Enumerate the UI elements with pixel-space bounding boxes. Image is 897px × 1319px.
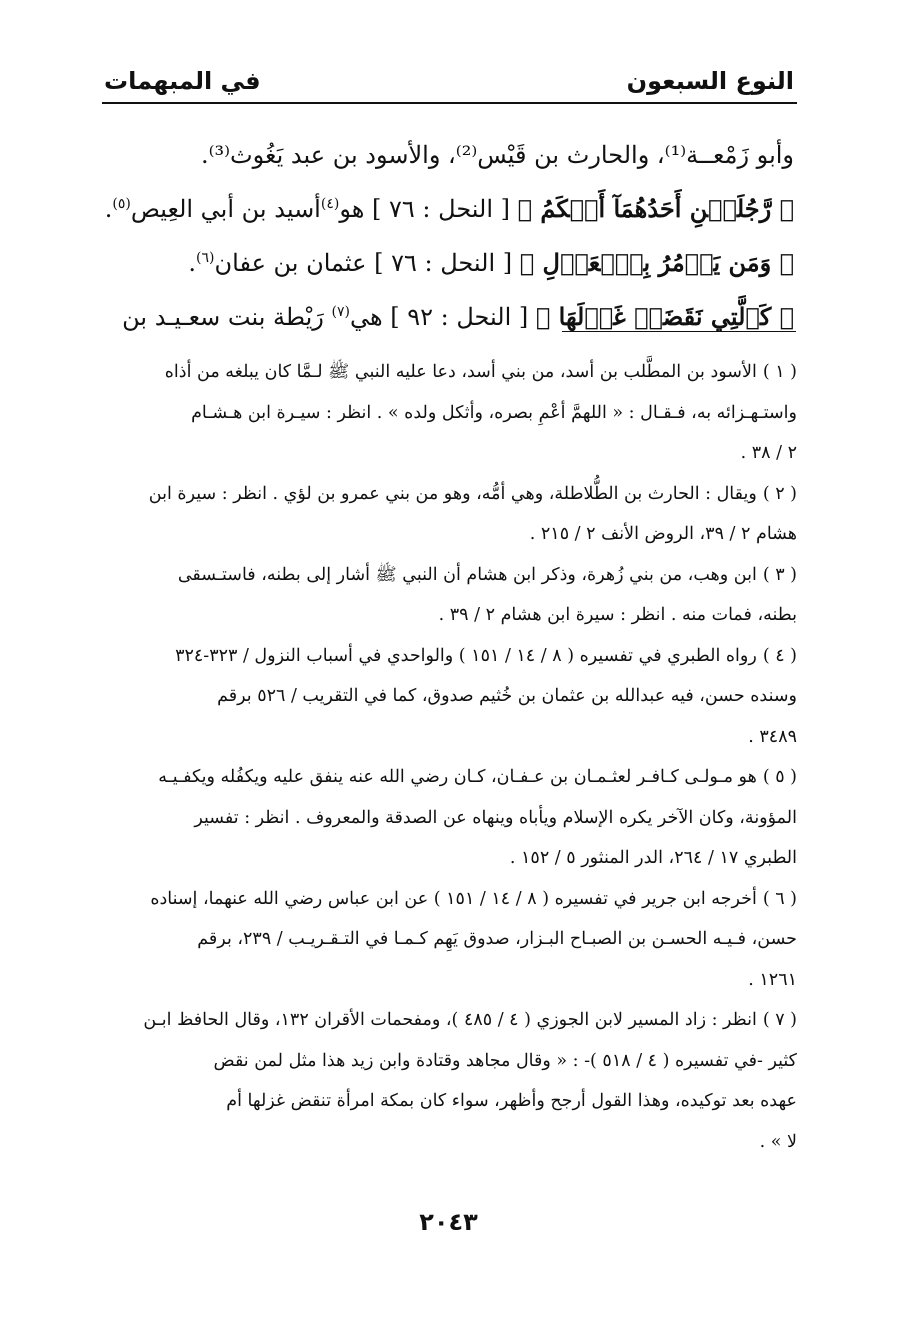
main-line-4 bbox=[104, 290, 794, 344]
footnote-text: رواه الطبري في تفسيره ( ٨ / ١٤ / ١٥١ ) والواحدي في أسباب النزول / ٣٢٣-٣٢٤ bbox=[175, 645, 757, 666]
footnote-line bbox=[100, 352, 797, 393]
footnote-text: الأسود بن المطَّلب بن أسد، من بني أسد، دعا عليه النبي ﷺ لـمَّا كان يبلغه من أذاه bbox=[164, 362, 757, 382]
footnote-line: ١٢٦١ . bbox=[748, 969, 797, 990]
footnote-line bbox=[100, 474, 797, 515]
main-text-fragment: . bbox=[104, 195, 113, 223]
footnote-line bbox=[100, 757, 797, 798]
footnotes bbox=[100, 352, 797, 1162]
footnote-marker: (٥) bbox=[112, 196, 131, 212]
main-line-2 bbox=[104, 182, 794, 236]
footnote-line: لا » . bbox=[759, 1131, 797, 1152]
footnote-3 bbox=[100, 555, 797, 636]
footnote-number: ( ٤ ) bbox=[762, 645, 797, 666]
footnote-line: حسن، فـيـه الحسـن بن الصبـاح البـزار، صدوق يَهِم كـمـا في التـقـريـب / ٢٣٩، برقم bbox=[197, 929, 797, 949]
footnote-number: ( ٣ ) bbox=[762, 564, 797, 585]
footnote-line bbox=[100, 555, 797, 596]
footnote-number: ( ٧ ) bbox=[762, 1010, 797, 1030]
footnote-text: أخرجه ابن جرير في تفسيره ( ٨ / ١٤ / ١٥١ ) عن ابن عباس رضي الله عنهما، إسناده bbox=[150, 888, 757, 909]
page-number: ٢٠٤٣ bbox=[419, 1208, 478, 1236]
footnote-line: واستـهـزائه به، فـقـال : « اللهمَّ أعْمِ بصره، وأثكل ولده » . انظر : سيـرة ابن هـشـام bbox=[191, 402, 797, 423]
footnote-text: انظر : زاد المسير لابن الجوزي ( ٤ / ٤٨٥ )، ومفحمات الأقران ١٣٢، وقال الحافظ ابـن bbox=[143, 1010, 757, 1030]
footnote-5 bbox=[100, 757, 797, 879]
main-text bbox=[104, 128, 794, 344]
main-line-3 bbox=[104, 236, 794, 290]
footnote-line: كثير -في تفسيره ( ٤ / ٥١٨ )- : « وقال مجاهد وقتادة وابن زيد هذا مثل لمن نقض bbox=[213, 1050, 797, 1071]
footnote-line: الطبري ١٧ / ٢٦٤، الدر المنثور ٥ / ١٥٢ . bbox=[509, 848, 797, 868]
footnote-line: ٣٤٨٩ . bbox=[748, 726, 797, 747]
footnote-marker: (٧) bbox=[331, 304, 350, 320]
footnote-number: ( ٦ ) bbox=[762, 888, 797, 909]
verse-reference: [ النحل : ٧٦ ] هو bbox=[339, 195, 511, 223]
footnote-number: ( ٢ ) bbox=[762, 483, 797, 504]
footnote-6 bbox=[100, 879, 797, 1001]
verse-reference: [ النحل : ٧٦ ] عثمان بن عفان bbox=[214, 249, 513, 277]
footnote-text: ويقال : الحارث بن الطُّلاطلة، وهي أمُّه، وهو من بني عمرو بن لؤي . انظر : سيرة ابن bbox=[148, 483, 757, 504]
footnote-1 bbox=[100, 352, 797, 474]
chapter-title: النوع السبعون bbox=[626, 67, 794, 95]
footnote-marker: (٤) bbox=[320, 196, 340, 212]
footnote-number: ( ١ ) bbox=[762, 362, 797, 382]
footnote-text: هو مـولـى كـافـر لعثـمـان بن عـفـان، كـان رضي الله عنه ينفق عليه ويكفُله ويكفـيـه bbox=[158, 767, 757, 787]
header-divider bbox=[102, 102, 797, 104]
section-title: في المبهمات bbox=[104, 67, 261, 95]
main-line-1: وأبو زَمْعــة⁽¹⁾، والحارث بن قَيْس⁽²⁾، والأسود بن عبد يَغُوث⁽³⁾. bbox=[200, 141, 794, 169]
main-text-fragment: رَيْطة بنت سعـيـد بن bbox=[122, 303, 324, 331]
footnote-line: وسنده حسن، فيه عبدالله بن عثمان بن خُثيم صدوق، كما في التقريب / ٥٢٦ برقم bbox=[217, 686, 797, 706]
footnote-line: هشام ٢ / ٣٩، الروض الأنف ٢ / ٢١٥ . bbox=[529, 524, 797, 544]
verse-reference: [ النحل : ٩٢ ] هي bbox=[349, 303, 529, 331]
footnote-line: عهده بعد توكيده، وهذا القول أرجح وأظهر، سواء كان بمكة امرأة تنقض غزلها أم bbox=[226, 1091, 797, 1111]
footnote-line: ٢ / ٣٨ . bbox=[740, 443, 797, 463]
running-header bbox=[104, 55, 794, 95]
quran-verse: ﴿ رَّجُلَيۡنِ أَحَدُهُمَآ أَبۡكَمُ ﴾ bbox=[517, 194, 794, 223]
footnote-number: ( ٥ ) bbox=[762, 767, 797, 787]
main-text-fragment: أسيد بن أبي العِيص bbox=[130, 195, 321, 223]
footnote-text: ابن وهب، من بني زُهرة، وذكر ابن هشام أن النبي ﷺ أشار إلى بطنه، فاستـسقى bbox=[177, 564, 757, 585]
quran-verse: ﴿ وَمَن يَأۡمُرُ بِٱلۡعَدۡلِ ﴾ bbox=[519, 248, 794, 277]
footnote-line bbox=[100, 1000, 797, 1041]
footnote-line bbox=[100, 879, 797, 920]
footnote-line: المؤونة، وكان الآخر يكره الإسلام ويأباه وينهاه عن الصدقة والمعروف . انظر : تفسير bbox=[194, 807, 797, 828]
footnote-4 bbox=[100, 636, 797, 758]
footnote-divider bbox=[562, 331, 796, 332]
footnote-line: بطنه، فمات منه . انظر : سيرة ابن هشام ٢ / ٣٩ . bbox=[438, 605, 797, 625]
footnote-marker: (٦) bbox=[196, 250, 215, 266]
main-text-fragment: . bbox=[188, 249, 197, 277]
quran-verse: ﴿ كَٱلَّتِي نَقَضَتۡ غَزۡلَهَا ﴾ bbox=[535, 302, 794, 331]
footnote-2 bbox=[100, 474, 797, 555]
footnote-line bbox=[100, 636, 797, 677]
footnote-7 bbox=[100, 1000, 797, 1162]
